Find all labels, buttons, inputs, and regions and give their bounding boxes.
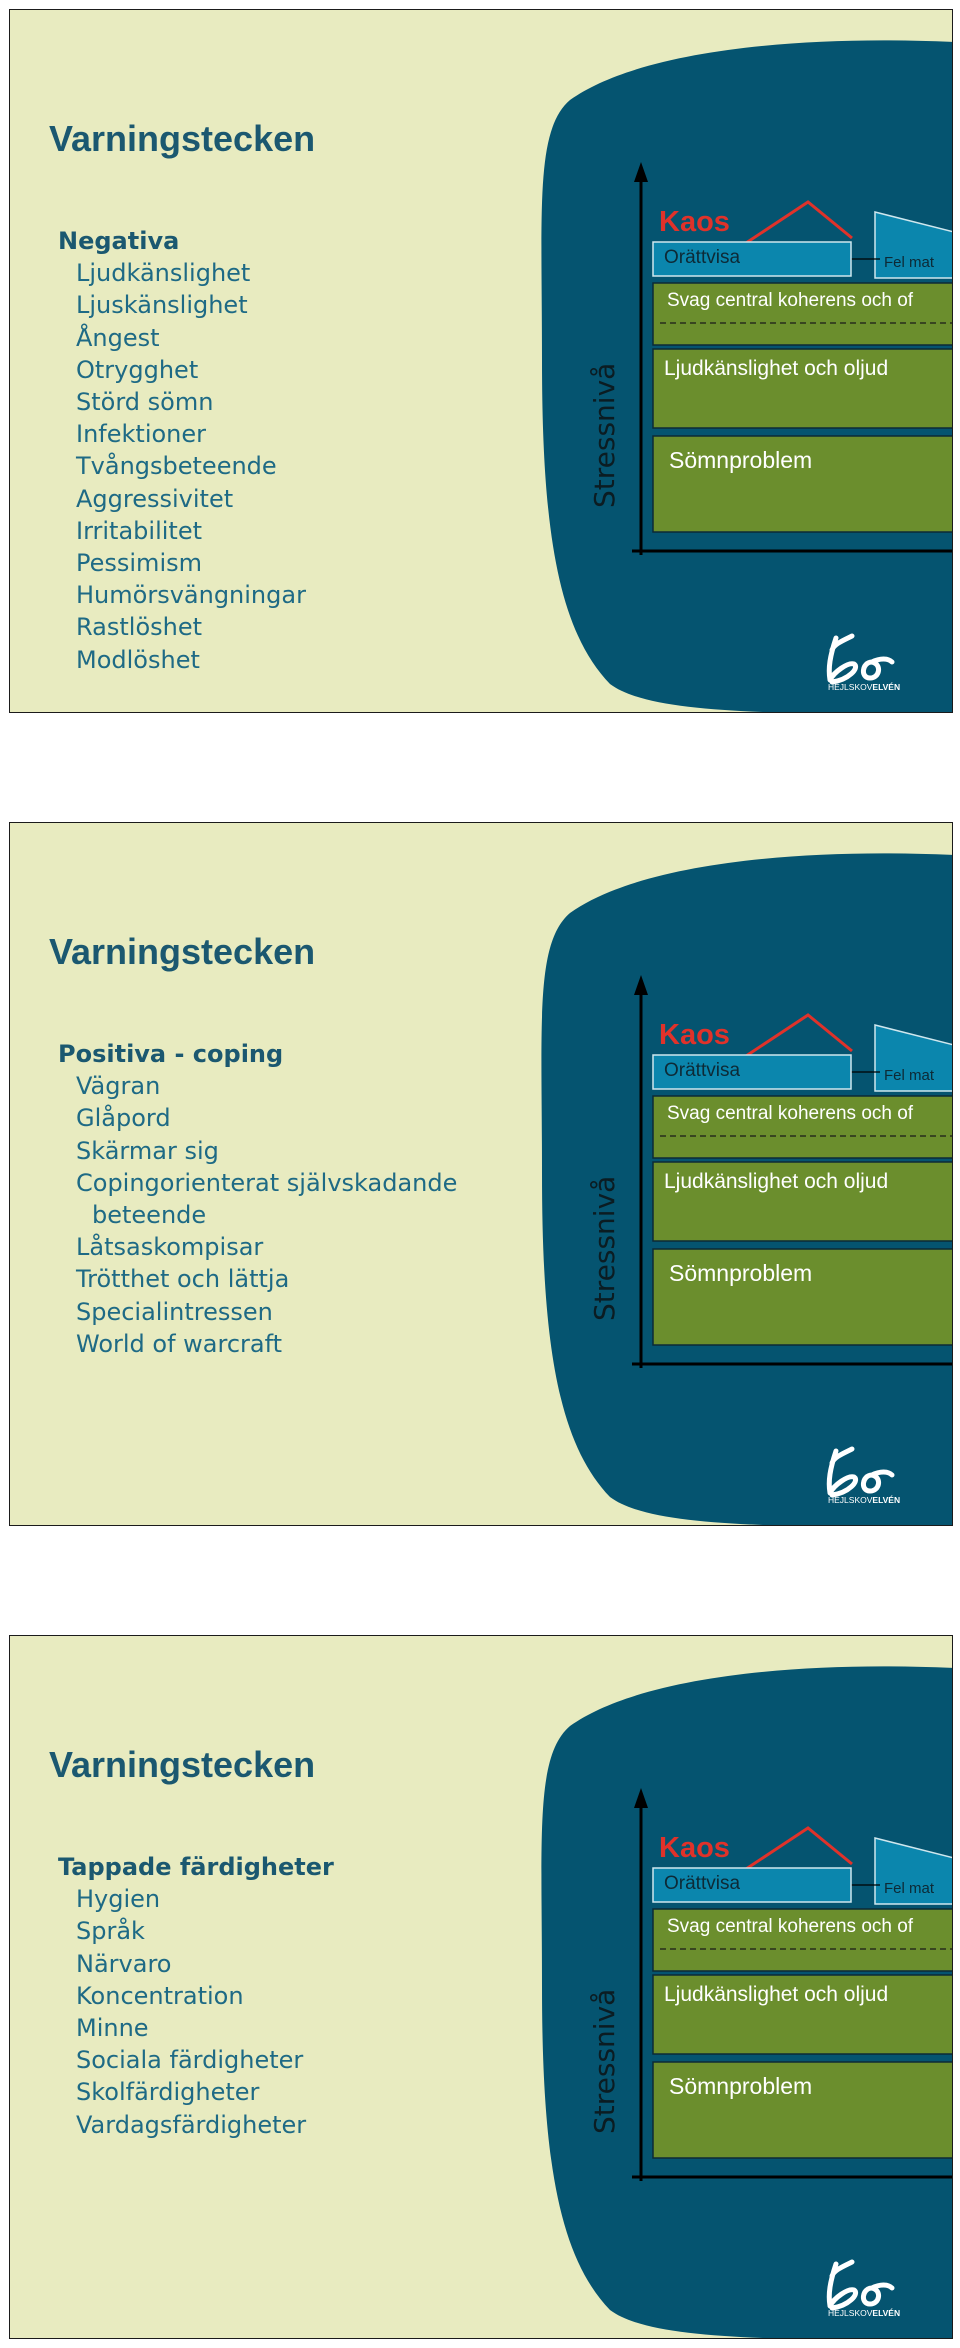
svag-label: Svag central koherens och of xyxy=(667,1916,914,1937)
list-item: Rastlöshet xyxy=(76,613,203,642)
list-item: Infektioner xyxy=(76,420,207,449)
orattvisa-label: Orättvisa xyxy=(664,1873,741,1894)
svag-label: Svag central koherens och of xyxy=(667,290,914,311)
orattvisa-label: Orättvisa xyxy=(664,247,741,268)
somn-label: Sömnproblem xyxy=(669,2073,813,2099)
y-axis-arrow xyxy=(634,1788,648,1808)
ljud-label: Ljudkänslighet och oljud xyxy=(664,357,889,380)
fel-mat-label: Fel mat xyxy=(884,1067,935,1084)
kaos-label: Kaos xyxy=(659,1832,730,1864)
list-item: Ångest xyxy=(76,323,160,352)
logo-text: HEJLSKOVELVÉN xyxy=(828,2308,901,2318)
list-item: Copingorienterat självskadande xyxy=(76,1168,458,1197)
list-item: Irritabilitet xyxy=(76,516,202,545)
list-item: Trötthet och lättja xyxy=(76,1265,290,1294)
list-item: Sociala färdigheter xyxy=(76,2046,304,2075)
y-axis-label: Stressnivå xyxy=(588,1175,621,1321)
list-item: Skärmar sig xyxy=(76,1136,219,1165)
kaos-label: Kaos xyxy=(659,206,730,238)
list-item: Tvångsbeteende xyxy=(76,452,277,481)
list-item: World of warcraft xyxy=(76,1329,283,1358)
list-item: Vägran xyxy=(76,1072,161,1101)
logo-text: HEJLSKOVELVÉN xyxy=(828,682,901,692)
list-item: Låtsaskompisar xyxy=(76,1233,264,1262)
kaos-line xyxy=(746,202,852,243)
list-item: Ljudkänslighet xyxy=(76,259,251,288)
logo-text: HEJLSKOVELVÉN xyxy=(828,1495,901,1505)
slide-2 xyxy=(9,822,953,1526)
y-axis-arrow xyxy=(634,975,648,995)
slide-title: Varningstecken xyxy=(49,931,316,972)
list-item: Vardagsfärdigheter xyxy=(76,2110,307,2139)
kaos-line xyxy=(746,1015,852,1056)
slide-title: Varningstecken xyxy=(49,1744,316,1785)
list-item: Hygien xyxy=(76,1885,161,1914)
list-item: beteende xyxy=(92,1201,207,1230)
list-heading: Negativa xyxy=(58,227,180,255)
list-item: Närvaro xyxy=(76,1949,172,1978)
list-item: Språk xyxy=(76,1917,145,1946)
somn-label: Sömnproblem xyxy=(669,1260,813,1286)
fel-mat-label: Fel mat xyxy=(884,254,935,271)
kaos-line xyxy=(746,1828,852,1869)
orattvisa-label: Orättvisa xyxy=(664,1060,741,1081)
list-item: Ljuskänslighet xyxy=(76,291,248,320)
slide-3 xyxy=(9,1635,953,2339)
list-item: Humörsvängningar xyxy=(76,581,306,610)
list-item: Skolfärdigheter xyxy=(76,2078,260,2107)
slide-1 xyxy=(9,9,953,713)
y-axis-label: Stressnivå xyxy=(588,1988,621,2134)
list-item: Koncentration xyxy=(76,1981,244,2010)
fel-mat-label: Fel mat xyxy=(884,1880,935,1897)
list-item: Modlöshet xyxy=(76,645,200,674)
ljud-label: Ljudkänslighet och oljud xyxy=(664,1170,889,1193)
kaos-label: Kaos xyxy=(659,1019,730,1051)
list-heading: Positiva - coping xyxy=(58,1040,284,1068)
ljud-label: Ljudkänslighet och oljud xyxy=(664,1983,889,2006)
list-item: Pessimism xyxy=(76,549,202,578)
list-item: Minne xyxy=(76,2014,149,2043)
list-item: Otrygghet xyxy=(76,355,199,384)
y-axis-label: Stressnivå xyxy=(588,362,621,508)
list-item: Aggressivitet xyxy=(76,484,234,513)
y-axis-arrow xyxy=(634,162,648,182)
list-item: Glåpord xyxy=(76,1104,171,1133)
slide-title: Varningstecken xyxy=(49,118,316,159)
somn-label: Sömnproblem xyxy=(669,447,813,473)
list-item: Störd sömn xyxy=(76,388,214,417)
svag-label: Svag central koherens och of xyxy=(667,1103,914,1124)
list-heading: Tappade färdigheter xyxy=(58,1853,334,1881)
list-item: Specialintressen xyxy=(76,1297,273,1326)
